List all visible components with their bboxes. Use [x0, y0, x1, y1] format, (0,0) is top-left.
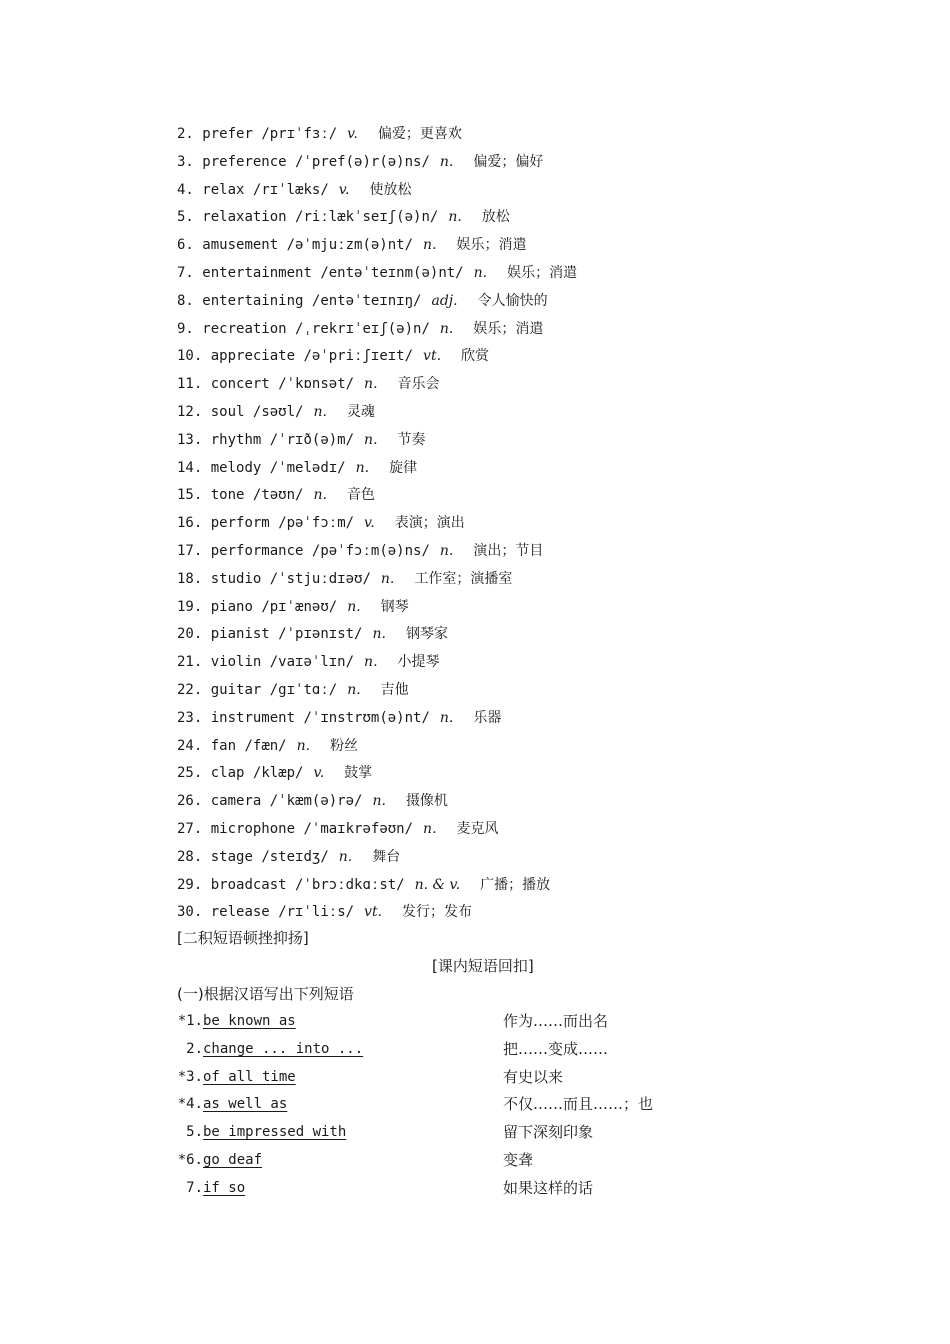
vocab-phonetic: /ˈmaɪkrəfəʊn/: [303, 820, 414, 837]
vocab-number: 30.: [177, 904, 203, 921]
vocab-part-of-speech: n.: [364, 654, 378, 671]
vocab-item: [177, 538, 877, 566]
vocab-meaning: 小提琴: [397, 654, 440, 671]
phrase-item: [177, 1119, 877, 1147]
vocab-phonetic: /ˌrekrɪˈeɪʃ(ə)n/: [295, 320, 430, 337]
phrase-number: 2.: [186, 1040, 203, 1057]
vocab-meaning: 娱乐；消遣: [507, 264, 578, 281]
phrase-meaning: 变聋: [503, 1150, 534, 1169]
vocab-meaning: 放松: [481, 209, 510, 226]
vocab-part-of-speech: vt.: [423, 348, 442, 365]
vocab-number: 3.: [177, 153, 194, 170]
vocab-part-of-speech: n. & v.: [414, 876, 461, 893]
vocab-number: 24.: [177, 737, 203, 754]
vocab-part-of-speech: n.: [439, 709, 454, 726]
vocab-item: [177, 872, 877, 900]
vocab-meaning: 发行；发布: [402, 904, 473, 921]
vocab-phonetic: /klæp/: [252, 765, 304, 782]
vocab-part-of-speech: vt.: [364, 904, 383, 921]
phrase-answer: go deaf: [203, 1151, 263, 1168]
vocab-phonetic: /ˈkæm(ə)rə/: [269, 793, 363, 810]
vocab-number: 10.: [177, 348, 203, 365]
vocab-meaning: 麦克风: [456, 820, 499, 837]
vocab-meaning: 钢琴家: [405, 626, 448, 643]
vocab-item: [177, 705, 877, 733]
vocab-part-of-speech: v.: [313, 765, 325, 782]
vocab-phonetic: /ˈmelədɪ/: [269, 459, 346, 476]
vocab-word: relax: [202, 181, 245, 198]
phrase-number: *1.: [177, 1013, 203, 1029]
vocab-phonetic: /prɪˈfɜː/: [261, 126, 338, 142]
vocab-phonetic: /riːlækˈseɪʃ(ə)n/: [295, 209, 439, 226]
vocab-meaning: 钢琴: [380, 598, 409, 615]
phrase-item: [177, 1008, 877, 1036]
vocab-phonetic: /ˈbrɔːdkɑːst/: [295, 876, 405, 893]
phrase-list: [177, 1008, 877, 1203]
vocab-item: [177, 427, 877, 455]
vocab-word: instrument: [210, 709, 296, 726]
vocab-part-of-speech: n.: [313, 403, 327, 420]
phrase-meaning: 如果这样的话: [503, 1178, 594, 1197]
vocab-phonetic: /ˈrɪð(ə)m/: [269, 431, 355, 448]
vocab-item: [177, 566, 877, 594]
vocab-part-of-speech: v.: [364, 515, 375, 532]
phrase-answer: be impressed with: [203, 1124, 347, 1141]
phrase-number: *3.: [177, 1068, 203, 1085]
vocab-number: 19.: [177, 598, 203, 615]
vocab-phonetic: /təʊn/: [252, 487, 304, 504]
phrase-answer: as well as: [203, 1096, 288, 1113]
vocab-word: relaxation: [202, 209, 287, 226]
vocab-part-of-speech: n.: [364, 376, 378, 393]
vocab-word: fan: [210, 737, 237, 754]
vocab-phonetic: /steɪdʒ/: [261, 848, 329, 865]
vocab-number: 11.: [177, 376, 203, 393]
phrase-answer: be known as: [203, 1013, 296, 1029]
vocab-number: 14.: [177, 459, 203, 476]
vocab-number: 5.: [177, 209, 194, 226]
phrase-meaning: 作为……而出名: [503, 1012, 609, 1030]
vocab-item: [177, 399, 877, 427]
vocab-part-of-speech: n.: [423, 237, 437, 254]
vocab-item: [177, 204, 877, 232]
vocab-meaning: 演出；节目: [473, 542, 544, 559]
exercise-instruction: (一)根据汉语写出下列短语: [177, 985, 354, 1003]
vocab-number: 21.: [177, 654, 203, 671]
phrase-number: 7.: [186, 1179, 203, 1196]
vocab-part-of-speech: n.: [364, 431, 378, 448]
vocab-phonetic: /ˈstjuːdɪəʊ/: [269, 570, 371, 587]
phrase-meaning: 有史以来: [503, 1067, 564, 1086]
vocab-item: [177, 510, 877, 538]
vocab-item: [177, 621, 877, 649]
vocab-word: tone: [210, 487, 245, 504]
vocab-number: 20.: [177, 626, 203, 643]
sub-heading: [课内短语回扣]: [432, 957, 534, 975]
vocab-word: stage: [210, 848, 253, 865]
vocab-part-of-speech: n.: [473, 264, 488, 281]
vocab-word: clap: [210, 765, 245, 782]
vocab-meaning: 节奏: [397, 431, 426, 448]
vocab-word: violin: [210, 654, 262, 671]
vocab-phonetic: /entəˈteɪnm(ə)nt/: [320, 264, 464, 281]
vocab-part-of-speech: n.: [439, 320, 454, 337]
phrase-answer: if so: [203, 1179, 246, 1196]
vocab-phonetic: /ˈpref(ə)r(ə)ns/: [295, 153, 430, 170]
vocab-number: 17.: [177, 542, 203, 559]
vocab-word: rhythm: [210, 431, 262, 448]
vocab-meaning: 吉他: [380, 681, 409, 698]
vocab-number: 13.: [177, 431, 203, 448]
vocab-number: 16.: [177, 515, 203, 532]
vocab-item: [177, 288, 877, 316]
vocab-part-of-speech: n.: [296, 737, 311, 754]
phrase-meaning: 不仅……而且……；也: [503, 1095, 654, 1114]
phrase-answer: change ... into ...: [203, 1040, 364, 1057]
vocab-meaning: 偏爱；偏好: [473, 153, 544, 170]
vocab-word: guitar: [210, 681, 262, 698]
vocab-word: soul: [210, 403, 245, 420]
vocab-meaning: 灵魂: [346, 403, 375, 420]
vocab-number: 22.: [177, 681, 203, 698]
vocab-part-of-speech: n.: [313, 487, 327, 504]
vocab-word: broadcast: [210, 876, 287, 893]
vocab-item: [177, 649, 877, 677]
vocab-meaning: 音乐会: [397, 376, 440, 393]
vocab-item: [177, 260, 877, 288]
vocab-part-of-speech: n.: [380, 570, 395, 587]
vocab-part-of-speech: n.: [347, 681, 361, 698]
vocab-part-of-speech: n.: [439, 153, 454, 170]
vocab-item: [177, 816, 877, 844]
vocab-part-of-speech: n.: [347, 598, 361, 615]
vocab-phonetic: /rɪˈlæks/: [252, 181, 329, 198]
vocab-phonetic: /ˈpɪənɪst/: [278, 626, 363, 643]
vocab-part-of-speech: v.: [338, 181, 350, 198]
vocab-word: melody: [210, 459, 262, 476]
vocab-item: [177, 149, 877, 177]
vocab-word: pianist: [210, 626, 270, 643]
vocab-meaning: 舞台: [372, 848, 401, 865]
vocab-number: 27.: [177, 820, 203, 837]
vocab-word: entertaining: [202, 292, 304, 309]
vocab-number: 25.: [177, 765, 203, 782]
vocab-word: entertainment: [202, 264, 312, 281]
vocab-word: piano: [210, 598, 253, 615]
vocabulary-list: [177, 121, 877, 927]
vocab-part-of-speech: n.: [355, 459, 370, 476]
vocab-item: [177, 177, 877, 205]
vocab-phonetic: /əˈpriːʃɪeɪt/: [303, 348, 414, 365]
vocab-number: 29.: [177, 876, 203, 893]
phrase-meaning: 留下深刻印象: [503, 1123, 594, 1142]
vocab-meaning: 旋律: [389, 459, 418, 476]
vocab-phonetic: /ˈkɒnsət/: [278, 376, 355, 393]
vocab-number: 4.: [177, 181, 194, 198]
vocab-meaning: 令人愉快的: [477, 292, 548, 309]
phrase-item: [177, 1036, 877, 1064]
vocab-part-of-speech: n.: [423, 820, 437, 837]
vocab-meaning: 使放松: [369, 181, 412, 198]
vocab-phonetic: /ˈɪnstrʊm(ə)nt/: [303, 709, 430, 726]
vocab-item: [177, 232, 877, 260]
vocab-meaning: 娱乐；消遣: [473, 320, 544, 337]
phrase-item: [177, 1064, 877, 1092]
vocab-word: microphone: [210, 820, 296, 837]
phrase-number: *4.: [177, 1096, 203, 1113]
vocab-word: performance: [210, 542, 304, 559]
vocab-part-of-speech: n.: [448, 209, 462, 226]
vocab-item: [177, 899, 877, 927]
vocab-number: 28.: [177, 848, 203, 865]
vocab-meaning: 摄像机: [405, 793, 448, 810]
vocab-item: [177, 343, 877, 371]
vocab-meaning: 音色: [346, 487, 375, 504]
vocab-item: [177, 121, 877, 149]
phrase-item: [177, 1147, 877, 1175]
vocab-item: [177, 316, 877, 344]
vocab-meaning: 表演；演出: [394, 515, 465, 532]
vocab-phonetic: /rɪˈliːs/: [278, 904, 355, 921]
vocab-item: [177, 482, 877, 510]
vocab-word: perform: [210, 515, 270, 532]
vocab-number: 6.: [177, 237, 194, 254]
vocab-meaning: 工作室；演播室: [414, 570, 513, 587]
vocab-meaning: 乐器: [473, 709, 502, 726]
vocab-number: 7.: [177, 264, 194, 281]
vocab-word: camera: [210, 793, 262, 810]
vocab-word: amusement: [202, 237, 279, 254]
vocab-word: prefer: [202, 126, 253, 142]
vocab-part-of-speech: n.: [372, 793, 386, 810]
vocab-phonetic: /entəˈteɪnɪŋ/: [311, 292, 422, 309]
vocab-item: [177, 455, 877, 483]
phrase-meaning: 把……变成……: [503, 1039, 609, 1058]
vocab-number: 26.: [177, 793, 203, 810]
vocab-number: 12.: [177, 403, 203, 420]
vocab-phonetic: /gɪˈtɑː/: [269, 681, 338, 698]
vocab-meaning: 欣赏: [461, 348, 490, 365]
vocab-item: [177, 594, 877, 622]
vocab-meaning: 鼓掌: [344, 765, 373, 782]
vocab-part-of-speech: n.: [439, 542, 454, 559]
phrase-answer: of all time: [203, 1068, 296, 1085]
phrase-item: [177, 1091, 877, 1119]
vocab-phonetic: /pɪˈænəʊ/: [261, 598, 338, 615]
vocab-item: [177, 371, 877, 399]
vocab-meaning: 偏爱；更喜欢: [377, 126, 462, 142]
vocab-item: [177, 733, 877, 761]
vocab-phonetic: /əˈmjuːzm(ə)nt/: [286, 237, 414, 254]
vocab-number: 8.: [177, 292, 194, 309]
phrase-number: 5.: [186, 1124, 203, 1141]
vocab-word: recreation: [202, 320, 287, 337]
vocab-word: concert: [210, 376, 270, 393]
vocab-word: release: [210, 904, 270, 921]
vocab-number: 15.: [177, 487, 203, 504]
vocab-meaning: 娱乐；消遣: [456, 237, 527, 254]
section-heading: [二积短语顿挫抑扬]: [177, 929, 309, 947]
vocab-meaning: 粉丝: [330, 737, 359, 754]
vocab-word: appreciate: [210, 348, 296, 365]
vocab-part-of-speech: v.: [347, 126, 358, 142]
vocab-number: 2.: [177, 126, 194, 142]
vocab-number: 23.: [177, 709, 203, 726]
vocab-phonetic: /fæn/: [244, 737, 287, 754]
vocab-part-of-speech: n.: [338, 848, 353, 865]
phrase-number: *6.: [177, 1151, 203, 1168]
vocab-phonetic: /vaɪəˈlɪn/: [269, 654, 355, 671]
vocab-word: studio: [210, 570, 262, 587]
vocab-item: [177, 788, 877, 816]
vocab-phonetic: /səʊl/: [252, 403, 304, 420]
vocab-number: 18.: [177, 570, 203, 587]
vocab-part-of-speech: adj.: [431, 292, 458, 309]
vocab-item: [177, 760, 877, 788]
vocab-item: [177, 677, 877, 705]
vocab-item: [177, 844, 877, 872]
vocab-word: preference: [202, 153, 287, 170]
phrase-item: [177, 1175, 877, 1203]
vocab-phonetic: /pəˈfɔːm/: [278, 515, 355, 532]
vocab-number: 9.: [177, 320, 194, 337]
vocab-meaning: 广播；播放: [480, 876, 551, 893]
vocab-phonetic: /pəˈfɔːm(ə)ns/: [311, 542, 430, 559]
vocab-part-of-speech: n.: [372, 626, 386, 643]
